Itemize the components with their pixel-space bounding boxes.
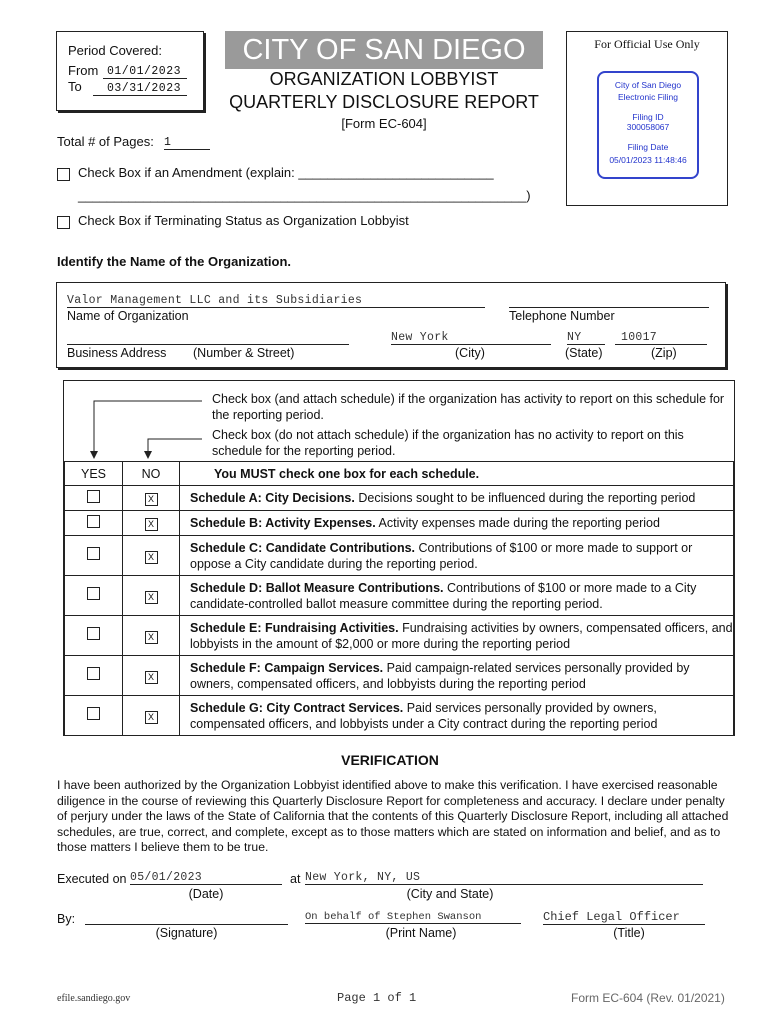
to-label: To [68,79,82,94]
filing-date-label: Filing Date [627,142,669,152]
from-date-field[interactable]: 01/01/2023 [103,65,187,79]
schedule-title: Schedule B: Activity Expenses. [190,516,376,530]
total-pages-field[interactable]: 1 [164,136,210,150]
schedule-title: Schedule F: Campaign Services. [190,660,384,675]
schedule-a-yes-checkbox[interactable] [87,490,100,503]
schedule-desc: Paid campaign-related services personally provided by owners, compensated officers, and lobbyists during the reporting period [190,660,690,691]
no-header: NO [123,462,180,486]
title-field[interactable]: Chief Legal Officer [543,910,705,925]
schedule-title: Schedule G: City Contract Services. [190,700,404,715]
state-label: (State) [565,346,603,360]
stamp-line-1: City of San Diego [614,80,682,90]
title-line-2: QUARTERLY DISCLOSURE REPORT [229,92,539,112]
yes-header: YES [65,462,123,486]
from-label: From [68,63,99,78]
print-name-caption: (Print Name) [385,926,457,940]
instruction-arrows [64,381,224,461]
signature-caption: (Signature) [155,926,218,940]
zip-field[interactable]: 10017 [615,331,707,345]
schedule-e-yes-checkbox[interactable] [87,627,100,640]
org-name-label: Name of Organization [67,309,189,323]
table-row [65,656,734,696]
at-label: at [290,872,301,886]
form-code: [Form EC-604] [341,116,427,131]
schedules-box [63,380,735,736]
instruction-no: Check box (do not attach schedule) if the organization has no activity to report on this schedule for the reporting period. [212,428,684,458]
schedule-desc: Contributions of $100 or more made to a City candidate-controlled ballot measure committee during the reporting period. [190,580,697,611]
telephone-label: Telephone Number [509,309,615,323]
date-caption: (Date) [188,887,224,901]
amendment-label: Check Box if an Amendment (explain: ___________________________ [78,165,494,180]
title-line-1: ORGANIZATION LOBBYIST [269,69,499,89]
executed-date-field[interactable]: 05/01/2023 [130,871,282,885]
table-row [65,511,734,536]
amendment-checkbox[interactable] [57,168,70,181]
organization-box [56,282,726,368]
schedule-title: Schedule E: Fundraising Activities. [190,620,399,635]
street-label: (Number & Street) [193,346,295,360]
schedule-b-no-checkbox[interactable]: X [145,518,158,531]
footer-form-rev: Form EC-604 (Rev. 01/2021) [571,991,725,1005]
table-row [65,536,734,576]
to-date-field[interactable]: 03/31/2023 [93,82,187,96]
filing-id-label: Filing ID [632,112,664,122]
official-use-label: For Official Use Only [594,37,700,51]
schedule-desc: Paid services personally provided by owners, compensated officers, and lobbyists under a City contract during the reporting period [190,700,658,731]
org-section-title: Identify the Name of the Organization. [57,254,292,269]
table-row [65,616,734,656]
table-row [65,576,734,616]
schedule-desc: Fundraising activities by owners, compensated officers, and lobbyists in the amount of $2,000 or more during the reporting period [190,620,733,651]
by-label: By: [57,912,76,926]
table-row [65,696,734,736]
period-covered-label: Period Covered: [68,43,162,58]
schedule-desc: Contributions of $100 or more made to support or oppose a City candidate during the reporting period. [190,540,693,571]
schedules-table [64,461,734,736]
schedule-b-yes-checkbox[interactable] [87,515,100,528]
electronic-filing-stamp [597,71,699,179]
schedule-d-no-checkbox[interactable]: X [145,591,158,604]
schedule-title: Schedule A: City Decisions. [190,491,355,505]
table-row [65,486,734,511]
schedule-a-no-checkbox[interactable]: X [145,493,158,506]
title-caption: (Title) [613,926,645,940]
verification-title: VERIFICATION [341,752,439,768]
state-field[interactable]: NY [567,331,605,345]
terminating-checkbox[interactable] [57,216,70,229]
footer-site: efile.sandiego.gov [57,993,131,1004]
street-field[interactable] [67,344,349,345]
schedule-f-no-checkbox[interactable]: X [145,671,158,684]
city-state-caption: (City and State) [406,887,494,901]
org-name-field[interactable]: Valor Management LLC and its Subsidiaries [67,294,485,308]
period-covered-box [56,31,204,111]
location-field[interactable]: New York, NY, US [305,871,703,885]
executed-on-label: Executed on [57,872,127,886]
must-check-note: You MUST check one box for each schedule. [180,462,734,486]
telephone-field[interactable] [509,307,709,308]
total-pages-label: Total # of Pages: [57,134,154,149]
signature-field[interactable] [85,924,288,925]
footer-page: Page 1 of 1 [337,991,417,1005]
schedule-title: Schedule C: Candidate Contributions. [190,540,416,555]
schedule-e-no-checkbox[interactable]: X [145,631,158,644]
schedule-c-yes-checkbox[interactable] [87,547,100,560]
schedule-c-no-checkbox[interactable]: X [145,551,158,564]
print-name-field[interactable]: On behalf of Stephen Swanson [305,911,521,924]
instruction-yes: Check box (and attach schedule) if the organization has activity to report on this schedule for the reporting period. [212,392,725,422]
schedule-desc: Activity expenses made during the reporting period [378,516,660,530]
city-label: (City) [455,346,485,360]
stamp-line-2: Electronic Filing [618,92,678,102]
verification-body: I have been authorized by the Organization Lobbyist identified above to make this verification. I have exercised reasonable diligence in the course of reviewing this Quarterly Disclosure Report for completeness and accuracy. I declare under penalty of perjury under the laws of the State of California that the contents of this Quarterly Disclosure Report, including all attached schedules, are true, correct, and complete, except as to those matters which are stated on information and belief, and as to those matters I believe them to be true. [57,778,729,855]
schedule-f-yes-checkbox[interactable] [87,667,100,680]
amendment-explain-line[interactable]: ______________________________________________________________) [78,188,531,203]
schedule-title: Schedule D: Ballot Measure Contributions. [190,580,444,595]
filing-id-value: 300058067 [626,122,670,132]
city-field[interactable]: New York [391,331,551,345]
schedule-d-yes-checkbox[interactable] [87,587,100,600]
zip-label: (Zip) [651,346,677,360]
terminating-label: Check Box if Terminating Status as Organization Lobbyist [78,213,409,228]
filing-date-value: 05/01/2023 11:48:46 [609,155,687,165]
schedule-desc: Decisions sought to be influenced during the reporting period [358,491,696,505]
schedule-g-no-checkbox[interactable]: X [145,711,158,724]
city-banner: CITY OF SAN DIEGO [225,31,543,69]
address-label: Business Address [67,346,167,360]
schedule-g-yes-checkbox[interactable] [87,707,100,720]
